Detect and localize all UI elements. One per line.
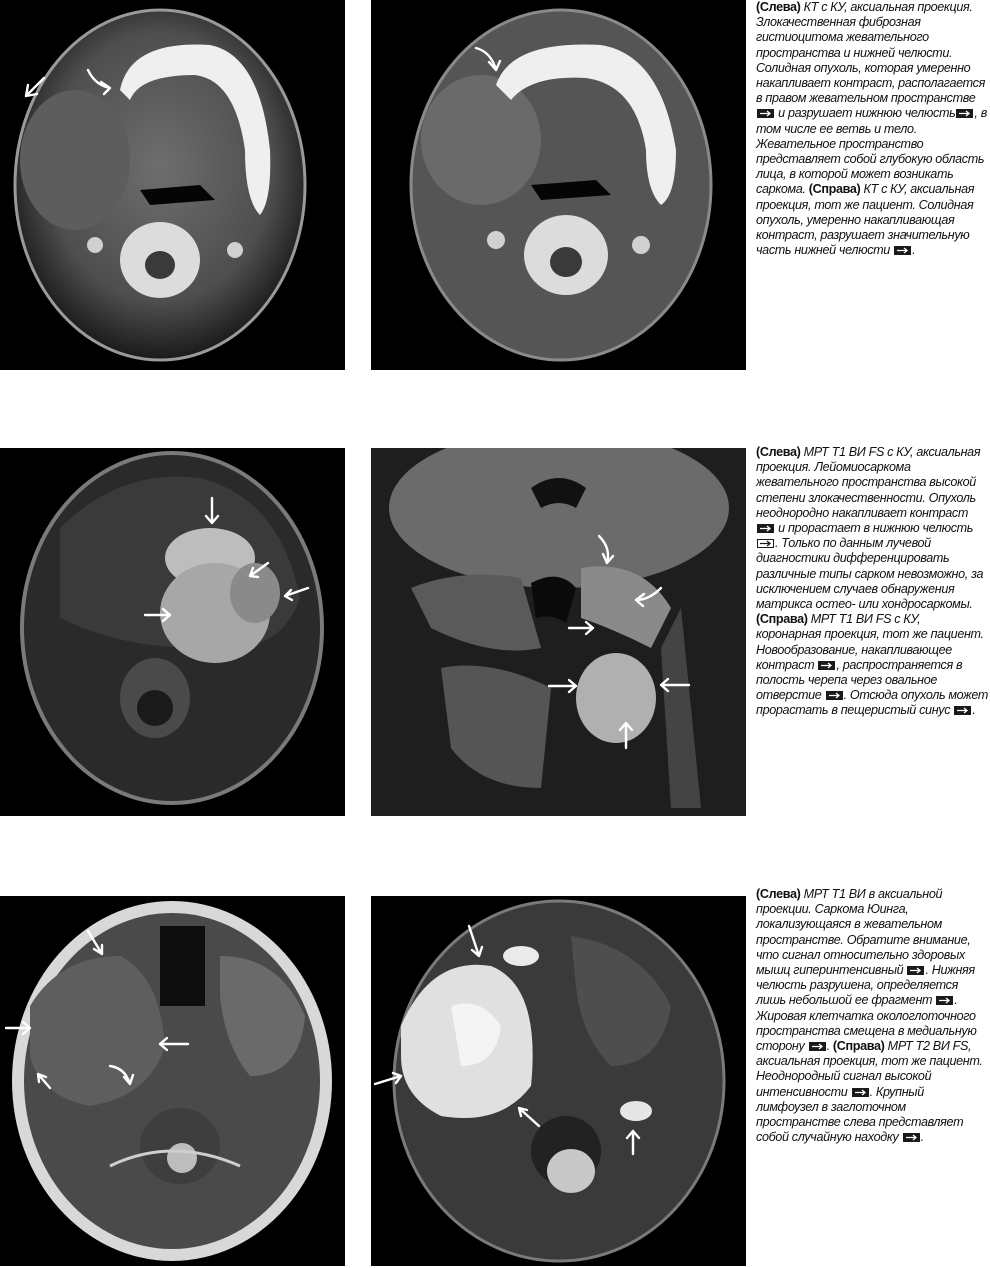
- caption-text: . Нижняя челюсть разрушена, определяется лишь небольшой ее фрагмент: [756, 963, 975, 1008]
- caption-text: . Крупный лимфоузел в заглоточном пространстве слева представляет собой случайную находку: [756, 1084, 964, 1145]
- caption-text: . Отсюда опухоль может прорастать в пещеристый синус: [756, 688, 988, 718]
- caption-text: .: [972, 703, 976, 718]
- solid-arrow-icon: [757, 524, 774, 533]
- solid-arrow-icon: [894, 246, 911, 255]
- solid-arrow-icon: [818, 661, 835, 670]
- solid-arrow-icon: [826, 691, 843, 700]
- mri-t1-coronal-right-image: [371, 448, 746, 816]
- caption-right-label: Справа: [836, 1039, 881, 1054]
- solid-arrow-icon: [936, 996, 953, 1005]
- solid-arrow-icon: [757, 109, 774, 118]
- solid-arrow-icon: [852, 1088, 869, 1097]
- caption-text: КТ с КУ, аксиальная проекция, тот же пациент. Солидная опухоль, умеренно накапливающая контраст, разрушает значительную часть нижней челюсти: [756, 182, 975, 258]
- solid-arrow-icon: [907, 966, 924, 975]
- caption-text: .: [912, 243, 916, 258]
- caption-text: , распространяется в полость черепа через овальное отверстие: [756, 657, 963, 703]
- mri-t1-axial-left-image: [0, 448, 345, 816]
- caption-left-label: Слева: [759, 887, 797, 901]
- caption-text: . Жировая клетчатка окологлоточного пространства смещена в медиальную сторону: [756, 993, 977, 1054]
- caption-right-label: Справа: [759, 612, 804, 627]
- open-arrow-icon: [757, 539, 774, 548]
- caption-row-1: (Слева) КТ с КУ, аксиальная проекция. Злокачественная фиброзная гистиоцитома жевательного пространства и нижней челюсти. Солидная опухоль, которая умеренно накапливает контраст, располагается в правом жевательном пространстве и разрушает нижнюю челюсть , в том числе ее ветвь и тело. Жевательное пространство представляет собой глубокую область лица, в которой может возникать саркома. (Справа) КТ с КУ, аксиальная проекция, тот же пациент. Солидная опухоль, умеренно накапливающая контраст, разрушает значительную часть нижней челюсти .: [756, 0, 987, 258]
- caption-row-2: (Слева) МРТ Т1 ВИ FS с КУ, аксиальная проекция. Лейомиосаркома жевательного пространства высокой степени злокачественности. Опухоль неоднородно накапливает контраст и прорастает в нижнюю челюсть . Только по данным лучевой диагностики дифференцировать различные типы сарком невозможно, за исключением случаев обнаружения матрикса остео- или хондросаркомы. (Справа) МРТ Т1 ВИ FS с КУ, коронарная проекция, тот же пациент. Новообразование, накапливающее контраст , распространяется в полость черепа через овальное отверстие . Отсюда опухоль может прорастать в пещеристый синус .: [756, 445, 988, 718]
- solid-arrow-icon: [956, 109, 973, 118]
- solid-arrow-icon: [809, 1042, 826, 1051]
- solid-arrow-icon: [903, 1133, 920, 1142]
- caption-right-label: Справа: [812, 182, 857, 197]
- caption-text: . Только по данным лучевой диагностики дифференцировать различные типы сарком невозможно, за исключением случаев обнаружения матрикса остео- или хондросаркомы.: [756, 536, 984, 612]
- mri-t2-axial-ewing-image: [371, 896, 746, 1266]
- caption-text: .: [920, 1130, 924, 1145]
- caption-text: и прорастает в нижнюю челюсть: [778, 521, 974, 536]
- caption-text: МРТ Т1 ВИ FS с КУ, коронарная проекция, тот же пациент. Новообразование, накапливающее контраст: [756, 612, 984, 672]
- caption-text: МРТ Т1 ВИ в аксиальной проекции. Саркома Юинга, локализующаяся в жевательном пространстве. Обратите внимание, что сигнал относительно здоровых мышц гиперинтенсивный: [756, 887, 971, 978]
- caption-text: .: [826, 1039, 830, 1054]
- solid-arrow-icon: [954, 706, 971, 715]
- caption-row-3: (Слева) МРТ Т1 ВИ в аксиальной проекции. Саркома Юинга, локализующаяся в жевательном пространстве. Обратите внимание, что сигнал относительно здоровых мышц гиперинтенсивный . Нижняя челюсть разрушена, определяется лишь небольшой ее фрагмент . Жировая клетчатка окологлоточного пространства смещена в медиальную сторону . (Справа) МРТ Т2 ВИ FS, аксиальная проекция, тот же пациент. Неоднородный сигнал высокой интенсивности . Крупный лимфоузел в заглоточном пространстве слева представляет собой случайную находку .: [756, 887, 983, 1145]
- caption-text: , в том числе ее ветвь и тело. Жевательное пространство представляет собой глубокую область лица, в которой может возникать саркома.: [756, 106, 987, 197]
- caption-text: МРТ Т2 ВИ FS, аксиальная проекция, тот же пациент. Неоднородный сигнал высокой интенсивности: [756, 1039, 983, 1099]
- caption-text: МРТ Т1 ВИ FS с КУ, аксиальная проекция. Лейомиосаркома жевательного пространства высокой степени злокачественности. Опухоль неоднородно накапливает контраст: [756, 445, 981, 520]
- caption-text: и разрушает нижнюю челюсть: [778, 106, 956, 121]
- caption-text: КТ с КУ, аксиальная проекция. Злокачественная фиброзная гистиоцитома жевательного пространства и нижней челюсти. Солидная опухоль, которая умеренно накапливает контраст, располагается в правом жевательном пространстве: [756, 0, 985, 106]
- caption-left-label: Слева: [759, 0, 797, 14]
- ct-axial-left-image: [0, 0, 345, 370]
- ct-axial-right-image: [371, 0, 746, 370]
- caption-left-label: Слева: [759, 445, 797, 459]
- mri-t1-axial-ewing-image: [0, 896, 345, 1266]
